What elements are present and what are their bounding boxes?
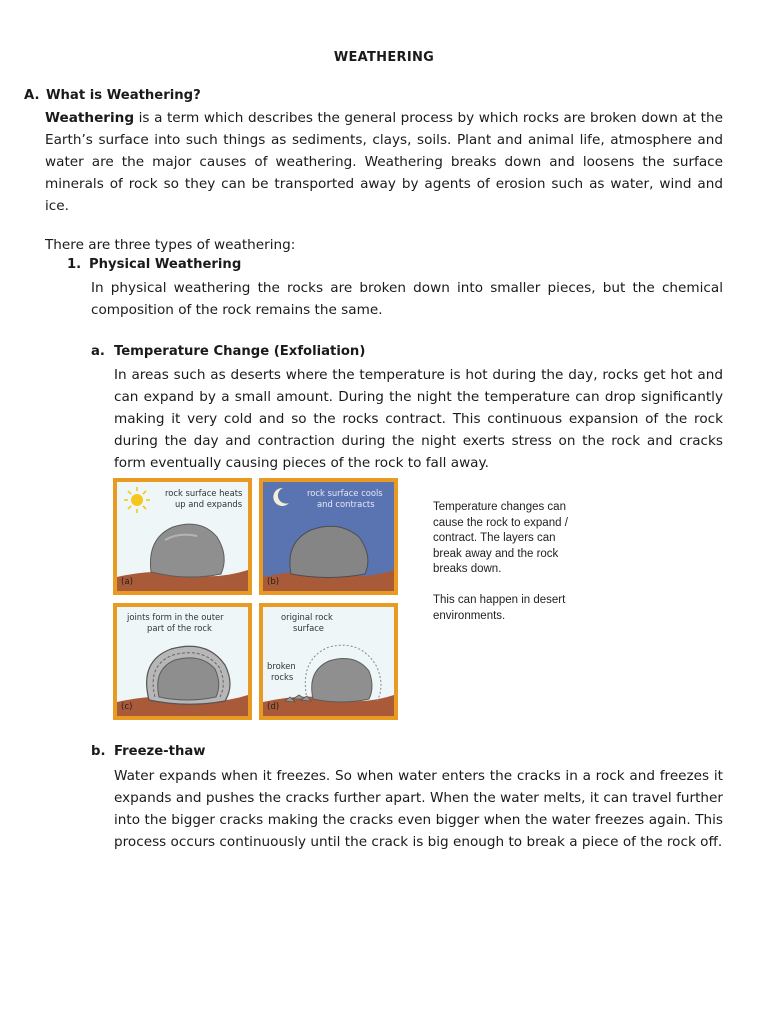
figure-panel-a — [113, 478, 252, 595]
physical-weathering-paragraph: In physical weathering the rocks are broken down into smaller pieces, but the chemical composition of the rock remains the same. — [91, 280, 723, 318]
rock-core — [158, 658, 219, 700]
page-title: WEATHERING — [333, 50, 435, 65]
panel-b-illustration — [263, 482, 394, 591]
weathering-lead-term: Weathering — [45, 110, 135, 126]
panel-c-illustration — [117, 607, 248, 716]
panel-d-tag: (d) — [267, 702, 280, 712]
temperature-change-paragraph: In areas such as deserts where the temperature is hot during the day, rocks get hot and can expand by a small amount. During the night the temperature can drop significantly making it very cold and so the rocks contract. This continuous expansion of the rock during the day and contraction during the night exerts stress on the rock and cracks form eventually causing pieces of the rock to fall away. — [114, 367, 723, 471]
panel-d-label-line1: original rock — [281, 612, 333, 622]
temperature-change-heading — [91, 344, 365, 359]
section-a-number: A. — [24, 88, 40, 103]
panel-a-label-line2: up and expands — [175, 499, 243, 509]
panel-c-label-line1: joints form in the outer — [127, 612, 224, 622]
weathering-definition-text: is a term which describes the general process by which rocks are broken down at the Earth’s surface into such things as sediments, clays, soils. Plant and animal life, atmosphere and water are the major causes of weathering. Weathering breaks down and loosens the surface minerals of rock so they can be transported away by agents of erosion such as water, wind and ice. — [45, 110, 723, 214]
exfoliation-figure — [113, 478, 403, 722]
panel-d-label-line2: surface — [293, 623, 324, 633]
panel-b-label-line2: and contracts — [317, 499, 375, 509]
panel-b-tag: (b) — [267, 577, 280, 587]
freeze-thaw-heading — [91, 744, 205, 759]
freeze-thaw-heading-text: Freeze-thaw — [114, 744, 206, 759]
freeze-thaw-letter: b. — [91, 744, 106, 759]
section-a-heading — [24, 88, 201, 103]
figure-panel-b — [259, 478, 398, 595]
panel-c-tag: (c) — [121, 702, 133, 712]
figure-panel-c — [113, 603, 252, 720]
temperature-letter: a. — [91, 344, 105, 359]
types-intro-text: There are three types of weathering: — [45, 237, 296, 253]
weathering-definition-paragraph — [45, 107, 723, 217]
panel-a-label-line1: rock surface heats — [165, 488, 243, 498]
panel-a-illustration — [117, 482, 248, 591]
figure-panel-d — [259, 603, 398, 720]
figure-caption — [433, 500, 573, 624]
section-a-heading-text: What is Weathering? — [46, 88, 201, 103]
physical-heading-text: Physical Weathering — [89, 257, 242, 272]
panel-c-label-line2: part of the rock — [147, 623, 212, 633]
temperature-heading-text: Temperature Change (Exfoliation) — [114, 344, 366, 359]
panel-d-side-line2: rocks — [271, 672, 294, 682]
panel-b-label-line1: rock surface cools — [307, 488, 383, 498]
physical-number: 1. — [67, 257, 82, 272]
freeze-thaw-paragraph: Water expands when it freezes. So when water enters the cracks in a rock and freezes it expands and pushes the cracks further apart. When the water melts, it can travel further into the bigger cracks making the cracks even bigger when the water freezes again. This process occurs continuously until the crack is big enough to break a piece of the rock off. — [114, 768, 723, 850]
panel-d-illustration — [263, 607, 394, 716]
panel-a-tag: (a) — [121, 577, 133, 587]
physical-weathering-heading — [67, 257, 241, 272]
figure-caption-line1: Temperature changes can cause the rock to expand / contract. The layers can break away and the rock breaks down. — [433, 501, 568, 576]
figure-caption-line2: This can happen in desert environments. — [433, 593, 566, 622]
panel-d-side-line1: broken — [267, 661, 296, 671]
